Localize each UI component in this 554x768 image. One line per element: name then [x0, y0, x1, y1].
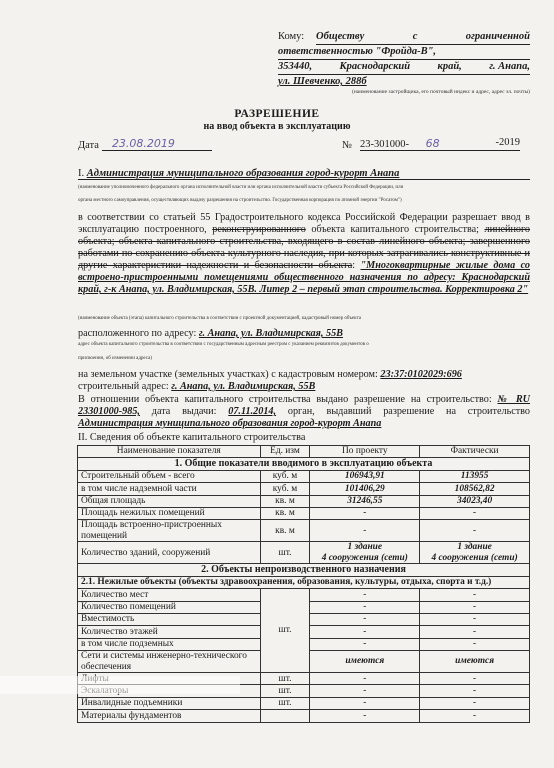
actual-value: -: [420, 601, 530, 613]
unit-cell: куб. м: [260, 470, 310, 482]
indicator-name: Площадь нежилых помещений: [78, 507, 261, 519]
cadastral-value: 23:37:0102029:696: [380, 369, 462, 380]
unit-cell: шт.: [260, 685, 310, 697]
section2-title: II. Сведения об объекте капитального строительства: [78, 432, 306, 443]
indicator-name: Сети и системы инженерно-технического обеспечения: [78, 651, 261, 673]
addressee-line-4: [278, 75, 530, 89]
para-intro: в соответствии со статьей 55 Градостроительного кодекса Российской Федерации разрешает ввод в эксплуатацию построенного,: [78, 212, 530, 235]
actual-value: 1 здание 4 сооружения (сети): [420, 542, 530, 564]
project-value: -: [310, 626, 420, 638]
address-note-2: присвоении, об изменении адреса): [78, 356, 152, 361]
permit-date-label: дата выдачи:: [151, 406, 217, 417]
project-value: имеются: [310, 651, 420, 673]
indicator-name: Строительный объем - всего: [78, 470, 261, 482]
actual-value: -: [420, 589, 530, 601]
table-row: [78, 483, 530, 495]
number-suffix: -2019: [495, 137, 520, 148]
project-value: -: [310, 601, 420, 613]
table-row: [78, 507, 530, 519]
para-struck-1: реконструированного: [212, 224, 306, 235]
unit-cell: [260, 710, 310, 722]
table-subgroup-heading: 2.1. Нежилые объекты (объекты здравоохранения, образования, культуры, отдыха, спорта и т.д.): [78, 576, 530, 588]
addressee-word: ограниченной: [465, 31, 530, 42]
construction-address-label: строительный адрес:: [78, 381, 169, 392]
project-value: 31246,55: [310, 495, 420, 507]
project-value: -: [310, 638, 420, 650]
cadastral-line: [78, 369, 530, 380]
project-value: -: [310, 697, 420, 709]
authority-note-2: органа местного самоуправления, осуществляющих выдачу разрешения на строительство. Государственная корпорация по атомной энергии "Росатом"): [78, 198, 402, 203]
actual-value: 108562,82: [420, 483, 530, 495]
date-label: Дата: [78, 140, 99, 151]
para-struck-2: линейного объекта; объекта капитального строительства, входящего в состав линейного объекта; завершенного работами по сохранению объекта культурного наследия, при которых затрагивались конструктивные и другие характеристики надежности и безопасности объекта: [78, 224, 531, 271]
object-note: (наименование объекта (этапа) капитального строительства в соответствии с проектной документацией, кадастровый номер объекта: [78, 316, 361, 321]
document-title: РАЗРЕШЕНИЕ: [234, 108, 320, 120]
addressee-line-1: [316, 30, 530, 45]
addressee-word: 353440,: [278, 61, 313, 72]
table-header-row: [78, 446, 530, 458]
project-value: -: [310, 673, 420, 685]
table-row: [78, 495, 530, 507]
table-row: [78, 589, 530, 601]
issuing-authority-name: Администрация муниципального образования город-курорт Анапа: [86, 168, 400, 179]
date-number-line: [78, 137, 530, 151]
number-label: №: [341, 140, 352, 151]
table-row: [78, 697, 530, 709]
indicator-name: Материалы фундаментов: [78, 710, 261, 722]
location-line: [78, 328, 530, 339]
table-row: [78, 710, 530, 722]
para-text-1: объекта капитального строительства;: [311, 224, 480, 235]
to-label: Кому:: [278, 31, 305, 42]
table-row: [78, 520, 530, 542]
actual-value: -: [420, 507, 530, 519]
table-group-row: [78, 564, 530, 576]
permit-text: В отношении объекта капитального строительства выдано разрешение на строительство:: [78, 394, 492, 405]
column-header: Наименование показателя: [78, 446, 261, 458]
actual-value: -: [420, 626, 530, 638]
indicator-name: Общая площадь: [78, 495, 261, 507]
date-handwritten: 23.08.2019: [111, 137, 175, 150]
permit-date: 07.11.2014,: [228, 406, 277, 417]
indicator-name: Вместимость: [78, 613, 261, 625]
actual-value: имеются: [420, 651, 530, 673]
date-field: [102, 137, 212, 151]
number-prefix: 23-301000-: [359, 139, 409, 150]
project-value: -: [310, 613, 420, 625]
indicator-name: Количество мест: [78, 589, 261, 601]
addressee-word: г. Анапа,: [489, 61, 530, 72]
unit-cell: куб. м: [260, 483, 310, 495]
page-fold-artifact: [0, 676, 240, 694]
actual-value: -: [420, 685, 530, 697]
number-field: [360, 137, 520, 151]
project-value: -: [310, 710, 420, 722]
table-subgroup-row: [78, 576, 530, 588]
cadastral-label: на земельном участке (земельных участках) с кадастровым номером:: [78, 369, 378, 380]
addressee-word: с: [412, 31, 418, 42]
addressee-word: ответственностью "Фройда-В",: [278, 46, 437, 57]
indicator-name: Количество этажей: [78, 626, 261, 638]
actual-value: -: [420, 613, 530, 625]
object-name: "Многоквартирные жилые дома со встроено-пристроенными помещениями общественного назначения по адресу: Краснодарский край, г-к Анапа, ул. Владимирская, 55В. Литер 2 – первый этап строительства. Корректировка 2": [78, 260, 531, 295]
table-row: [78, 542, 530, 564]
project-value: -: [310, 685, 420, 697]
actual-value: -: [420, 520, 530, 542]
indicator-name: Инвалидные подъемники: [78, 697, 261, 709]
addressee-note: (наименование застройщика, его почтовый индекс и адрес, адрес эл. почты): [351, 89, 530, 95]
para-colon: :: [352, 260, 356, 271]
unit-cell: кв. м: [260, 520, 310, 542]
project-value: -: [310, 507, 420, 519]
unit-cell: шт.: [260, 589, 310, 673]
location-label: расположенного по адресу:: [78, 328, 197, 339]
addressee-block: [278, 30, 530, 95]
table-row: [78, 470, 530, 482]
addressee-word: ул. Шевченко, 288б: [278, 76, 367, 87]
column-header: По проекту: [310, 446, 420, 458]
authority-note-1: (наименование уполномоченного федерального органа исполнительной власти или органа исполнительной власти субъекта Российской Федерации, или: [78, 185, 404, 190]
unit-cell: шт.: [260, 542, 310, 564]
project-value: 106943,91: [310, 470, 420, 482]
indicator-name: Количество помещений: [78, 601, 261, 613]
actual-value: -: [420, 710, 530, 722]
addressee-line-3: [278, 60, 530, 75]
number-handwritten: 68: [425, 137, 440, 150]
construction-address-line: [78, 381, 530, 392]
permit-org-label: орган, выдавший разрешение на строительство: [287, 406, 531, 417]
project-value: 1 здание 4 сооружения (сети): [310, 542, 420, 564]
table-group-heading: 1. Общие показатели вводимого в эксплуатацию объекта: [78, 458, 530, 470]
construction-permit-paragraph: [78, 394, 530, 430]
unit-cell: кв. м: [260, 495, 310, 507]
actual-value: 113955: [420, 470, 530, 482]
project-value: 101406,29: [310, 483, 420, 495]
unit-cell: кв. м: [260, 507, 310, 519]
construction-address-value: г. Анапа, ул. Владимирская, 55В: [171, 381, 316, 392]
indicator-name: Количество зданий, сооружений: [78, 542, 261, 564]
actual-value: -: [420, 697, 530, 709]
document-subtitle: на ввод объекта в эксплуатацию: [203, 121, 351, 132]
permit-paragraph: [78, 212, 530, 296]
project-value: -: [310, 520, 420, 542]
addressee-word: Обществу: [316, 31, 365, 42]
address-note-1: адрес объекта капитального строительства в соответствии с государственным адресным реестром с указанием реквизитов документов о: [78, 342, 369, 347]
permit-org: Администрация муниципального образования город-курорт Анапа: [78, 418, 382, 429]
indicator-name: Площадь встроенно-пристроенных помещений: [78, 520, 261, 542]
column-header: Ед. изм: [260, 446, 310, 458]
actual-value: 34023,40: [420, 495, 530, 507]
indicator-name: в том числе надземной части: [78, 483, 261, 495]
issuing-authority: [78, 168, 530, 180]
indicator-name: в том числе подземных: [78, 638, 261, 650]
section1-number: I.: [78, 168, 85, 179]
unit-cell: шт.: [260, 697, 310, 709]
permit-number: № RU 23301000-985,: [78, 394, 531, 417]
column-header: Фактически: [420, 446, 530, 458]
table-group-row: [78, 458, 530, 470]
project-value: -: [310, 589, 420, 601]
addressee-word: Краснодарский: [339, 61, 411, 72]
actual-value: -: [420, 673, 530, 685]
unit-cell: шт.: [260, 673, 310, 685]
table-group-heading: 2. Объекты непроизводственного назначения: [78, 564, 530, 576]
actual-value: -: [420, 638, 530, 650]
location-value: г. Анапа, ул. Владимирская, 55В: [198, 328, 343, 339]
addressee-line-2: [278, 45, 530, 60]
addressee-word: край,: [437, 61, 462, 72]
